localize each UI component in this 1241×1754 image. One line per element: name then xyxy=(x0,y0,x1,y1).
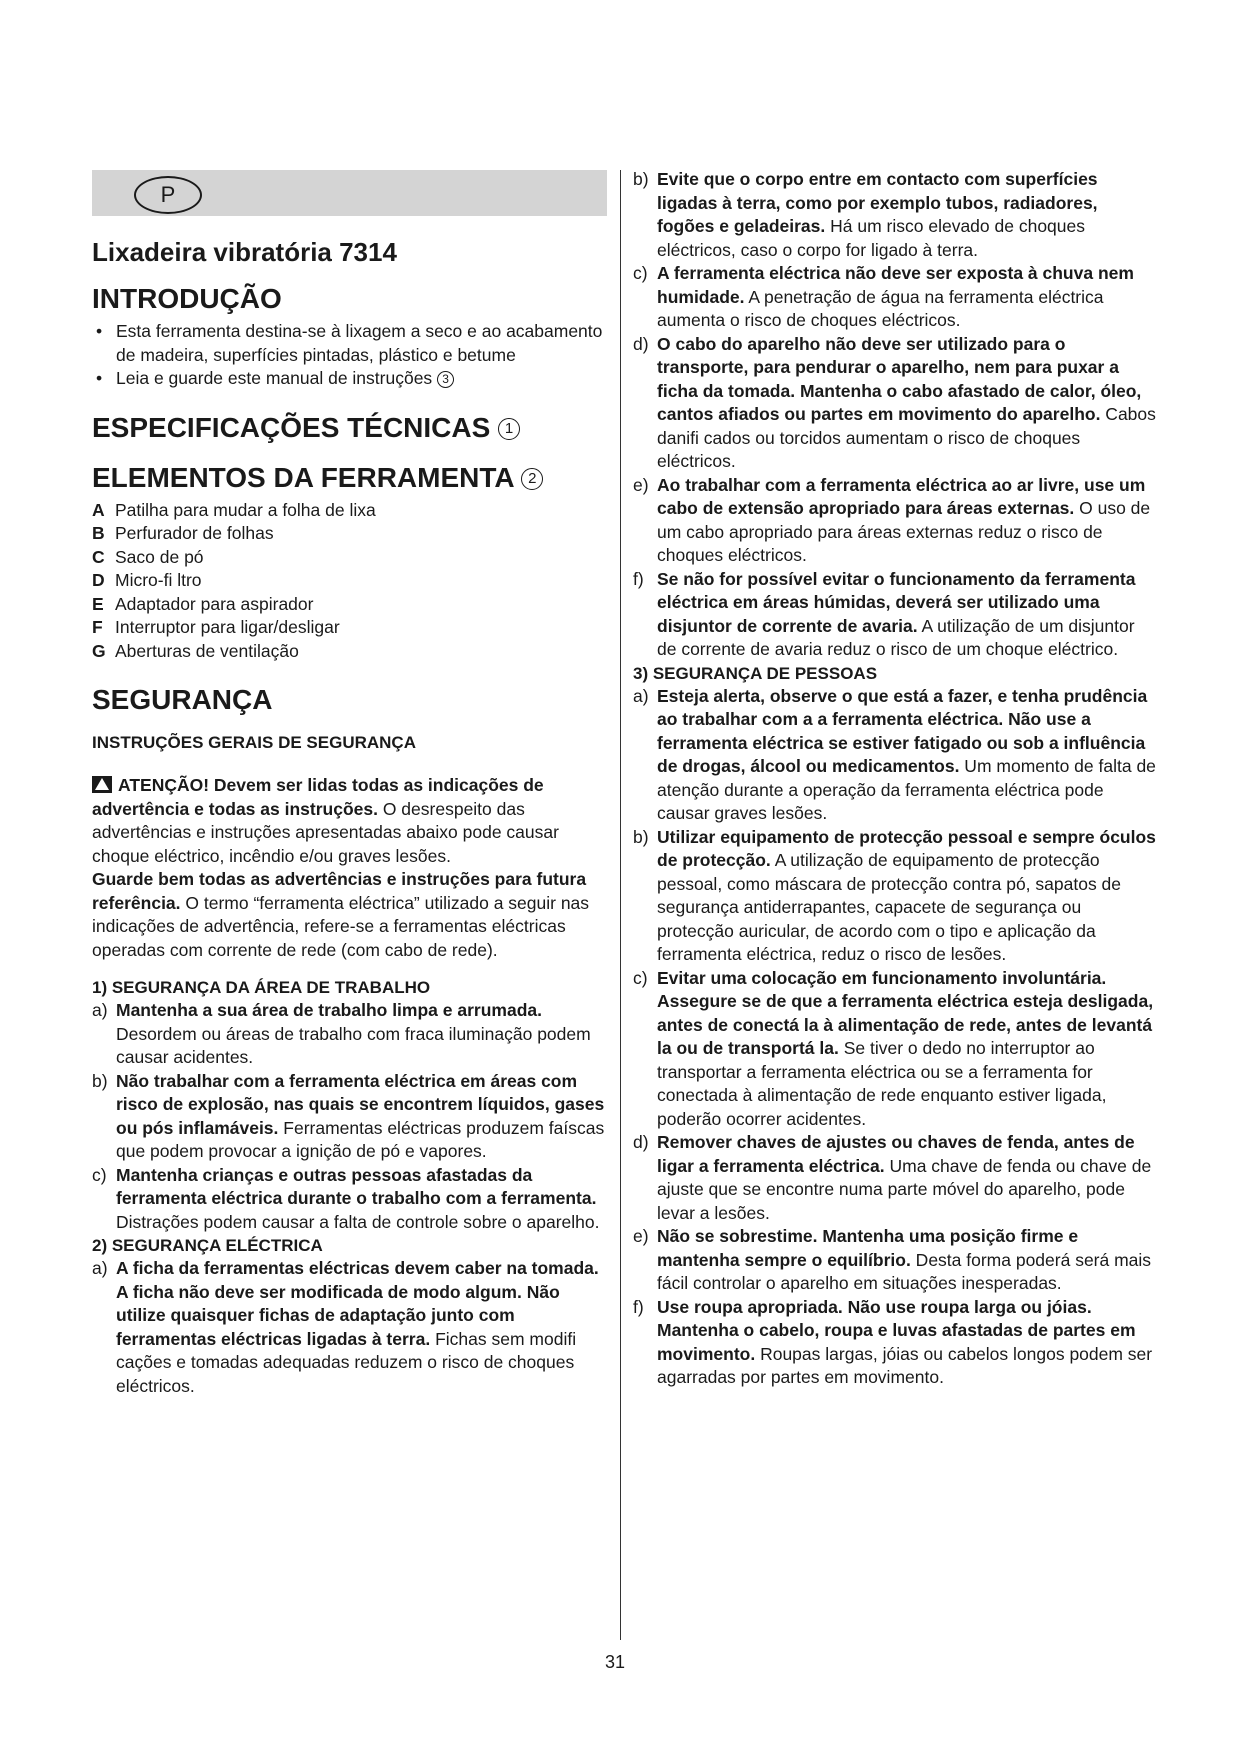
list-item: • Esta ferramenta destina-se à lixagem a seco e ao acabamento de madeira, superfícies pintadas, plástico e betume xyxy=(92,320,607,367)
elements-heading: ELEMENTOS DA FERRAMENTA 2 xyxy=(92,461,607,495)
item-text: A utilização de um disjuntor de corrente de avaria reduz o risco de um choque eléctrico. xyxy=(657,615,1135,659)
item-text: Fichas sem modifi cações e tomadas adequadas reduzem o risco de choques eléctricos. xyxy=(116,1328,577,1396)
electrical-list-continued xyxy=(633,168,1158,662)
item-bold-text: Utilizar equipamento de protecção pessoal e sempre óculos de protecção. xyxy=(657,826,1156,870)
item-label: a) xyxy=(633,685,649,706)
warning-paragraph: ATENÇÃO! Devem ser lidas todas as indicações de advertência e todas as instruções. O desrespeito das advertências e instruções apresentadas abaixo pode causar choque eléctrico, incêndio e/ou graves lesões. xyxy=(92,775,559,866)
part-row xyxy=(92,593,607,617)
part-key: D xyxy=(92,570,105,590)
item-bold-text: A ferramenta eléctrica não deve ser exposta à chuva nem humidade. xyxy=(657,263,1134,307)
item-label: d) xyxy=(633,1132,649,1152)
list-item xyxy=(633,826,1158,967)
warning-paragraph-2: Guarde bem todas as advertências e instruções para futura referência. O termo “ferramenta eléctrica” utilizado a seguir nas indicações de advertência, refere-se a ferramentas eléctricas operadas com corrente de rede (com cabo de rede). xyxy=(92,869,590,960)
part-label: Interruptor para ligar/desligar xyxy=(115,617,340,637)
list-item xyxy=(92,1164,607,1235)
item-bold-text: Evitar uma colocação em funcionamento involuntária. Assegure se de que a ferramenta eléctrica esteja desligada, antes de conectá la à alimentação de rede, antes de levantá la ou de transportá la. xyxy=(657,967,1154,1058)
left-column xyxy=(92,170,607,1398)
list-item xyxy=(633,168,1158,262)
right-column xyxy=(633,168,1158,1390)
item-label: a) xyxy=(92,1258,108,1278)
figure-ref: 3 xyxy=(437,371,454,388)
language-bar xyxy=(92,170,607,216)
item-text: Desta forma poderá será mais fácil controlar o aparelho em situações inesperadas. xyxy=(657,1249,1152,1293)
part-row xyxy=(92,499,607,523)
part-key: B xyxy=(92,523,105,543)
list-item xyxy=(633,262,1158,333)
item-label: c) xyxy=(92,1164,107,1185)
item-text: Uma chave de fenda ou chave de ajuste que se encontre numa parte móvel do aparelho, pode levar a lesões. xyxy=(657,1155,1152,1223)
item-bold-text: Mantenha a sua área de trabalho limpa e arrumada. xyxy=(116,1000,542,1020)
list-item xyxy=(92,1257,607,1398)
item-bold-text: Não se sobrestime. Mantenha uma posição firme e mantenha sempre o equilíbrio. xyxy=(657,1226,1079,1270)
item-text: Se tiver o dedo no interruptor ao transportar a ferramenta eléctrica ou se a ferramenta for conectada à alimentação de rede enquanto estiver ligada, poderão ocorrer acidentes. xyxy=(657,1038,1107,1129)
language-badge: P xyxy=(134,176,202,214)
item-bold-text: Evite que o corpo entre em contacto com superfícies ligadas à terra, como por exemplo tubos, radiadores, fogões e geladeiras. xyxy=(657,169,1098,236)
item-text: Um momento de falta de atenção durante a operação da ferramenta eléctrica pode causar graves lesões. xyxy=(657,756,1156,823)
figure-ref: 1 xyxy=(498,418,520,440)
warning-icon xyxy=(92,776,112,793)
part-key: E xyxy=(92,593,104,614)
item-label: c) xyxy=(633,967,648,988)
intro-list xyxy=(92,320,607,391)
part-row xyxy=(92,640,607,664)
list-item xyxy=(92,999,607,1070)
list-item xyxy=(633,333,1158,474)
part-label: Perfurador de folhas xyxy=(115,523,274,543)
item-text: A utilização de equipamento de protecção pessoal, como máscara de protecção contra pó, sapatos de segurança antiderrapantes, capacete de segurança ou protecção auricular, de acordo com o tipo e aplicação da ferramenta eléctrica, reduz o risco de lesões. xyxy=(657,850,1122,964)
part-row xyxy=(92,546,607,570)
item-bold-text: Ao trabalhar com a ferramenta eléctrica ao ar livre, use um cabo de extensão apropriado para áreas externas. xyxy=(657,474,1146,518)
figure-ref: 2 xyxy=(521,468,543,490)
page-number: 31 xyxy=(605,1652,626,1672)
list-item xyxy=(633,568,1158,662)
item-bold-text: Não trabalhar com a ferramenta eléctrica em áreas com risco de explosão, nas quais se encontrem líquidos, gases ou pós inflamáveis. xyxy=(116,1070,605,1138)
list-item: • Leia e guarde este manual de instruções 3 xyxy=(92,367,607,391)
general-safety-heading: INSTRUÇÕES GERAIS DE SEGURANÇA xyxy=(92,733,416,752)
item-bold-text: Mantenha crianças e outras pessoas afastadas da ferramenta eléctrica durante o trabalho com a ferramenta. xyxy=(116,1164,597,1208)
spec-heading: ESPECIFICAÇÕES TÉCNICAS 1 xyxy=(92,411,607,445)
personal-safety-heading: 3) SEGURANÇA DE PESSOAS xyxy=(633,663,878,683)
item-bold-text: Remover chaves de ajustes ou chaves de fenda, antes de ligar a ferramenta eléctrica. xyxy=(657,1132,1135,1176)
item-label: b) xyxy=(633,826,649,847)
item-text: A penetração de água na ferramenta eléctrica aumenta o risco de choques eléctricos. xyxy=(657,286,1104,330)
intro-heading: INTRODUÇÃO xyxy=(92,283,282,314)
item-label: f) xyxy=(633,568,644,589)
item-label: b) xyxy=(92,1070,108,1091)
list-item xyxy=(92,1070,607,1164)
item-label: f) xyxy=(633,1296,644,1317)
item-bold-text: Se não for possível evitar o funcionamento da ferramenta eléctrica em áreas húmidas, deverá ser utilizado uma disjuntor de corrente de avaria. xyxy=(657,568,1136,636)
list-item xyxy=(633,474,1158,568)
part-key: F xyxy=(92,617,103,637)
part-row xyxy=(92,616,607,640)
item-label: e) xyxy=(633,474,649,495)
item-text: Roupas largas, jóias ou cabelos longos podem ser agarradas por partes em movimento. xyxy=(657,1343,1153,1387)
item-bold-text: Esteja alerta, observe o que está a fazer, e tenha prudência ao trabalhar com a a ferramenta eléctrica. Não use a ferramenta eléctrica se estiver fatigado ou sob a influência de drogas, álcool ou medicamentos. xyxy=(657,685,1148,776)
item-text: Distrações podem causar a falta de controle sobre o aparelho. xyxy=(116,1211,600,1232)
work-area-heading: 1) SEGURANÇA DA ÁREA DE TRABALHO xyxy=(92,978,431,997)
safety-heading: SEGURANÇA xyxy=(92,684,273,715)
list-item xyxy=(633,1131,1158,1225)
item-text: Ferramentas eléctricas produzem faíscas que podem provocar a ignição de pó e vapores. xyxy=(116,1117,605,1161)
list-item xyxy=(633,1296,1158,1390)
part-label: Patilha para mudar a folha de lixa xyxy=(115,499,376,520)
personal-safety-list xyxy=(633,685,1158,1390)
list-item xyxy=(633,967,1158,1132)
column-divider xyxy=(620,170,621,1640)
item-text: Há um risco elevado de choques eléctricos, caso o corpo for ligado à terra. xyxy=(657,216,1085,260)
item-label: c) xyxy=(633,263,648,283)
item-label: d) xyxy=(633,333,649,354)
list-item xyxy=(633,685,1158,826)
list-item xyxy=(633,1225,1158,1296)
item-text: Desordem ou áreas de trabalho com fraca iluminação podem causar acidentes. xyxy=(116,1023,591,1067)
part-key: A xyxy=(92,499,105,520)
part-label: Saco de pó xyxy=(115,546,204,567)
part-key: C xyxy=(92,546,105,567)
part-label: Aberturas de ventilação xyxy=(115,640,299,661)
product-title: Lixadeira vibratória 7314 xyxy=(92,237,397,267)
part-label: Adaptador para aspirador xyxy=(115,593,314,614)
electrical-heading: 2) SEGURANÇA ELÉCTRICA xyxy=(92,1236,323,1255)
part-row xyxy=(92,569,607,593)
item-label: e) xyxy=(633,1226,649,1246)
item-bold-text: Use roupa apropriada. Não use roupa larga ou jóias. Mantenha o cabelo, roupa e luvas afastadas de partes em movimento. xyxy=(657,1296,1136,1364)
item-bold-text: A ficha da ferramentas eléctricas devem caber na tomada. A ficha não deve ser modificada de modo algum. Não utilize quaisquer fichas de adaptação junto com ferramentas eléctricas ligadas à terra. xyxy=(116,1258,599,1349)
part-row xyxy=(92,522,607,546)
electrical-list xyxy=(92,1257,607,1398)
parts-list xyxy=(92,499,607,664)
item-label: b) xyxy=(633,169,649,189)
part-key: G xyxy=(92,640,106,661)
item-text: O uso de um cabo apropriado para áreas externas reduz o risco de choques eléctricos. xyxy=(657,498,1151,565)
part-label: Micro-fi ltro xyxy=(115,570,202,590)
item-text: Cabos danifi cados ou torcidos aumentam o risco de choques eléctricos. xyxy=(657,404,1156,471)
item-bold-text: O cabo do aparelho não deve ser utilizado para o transporte, para pendurar o aparelho, nem para puxar a ficha da tomada. Mantenha o cabo afastado de calor, óleo, cantos afiados ou partes em movimento do aparelho. xyxy=(657,333,1142,424)
item-label: a) xyxy=(92,1000,108,1020)
work-area-list xyxy=(92,999,607,1234)
